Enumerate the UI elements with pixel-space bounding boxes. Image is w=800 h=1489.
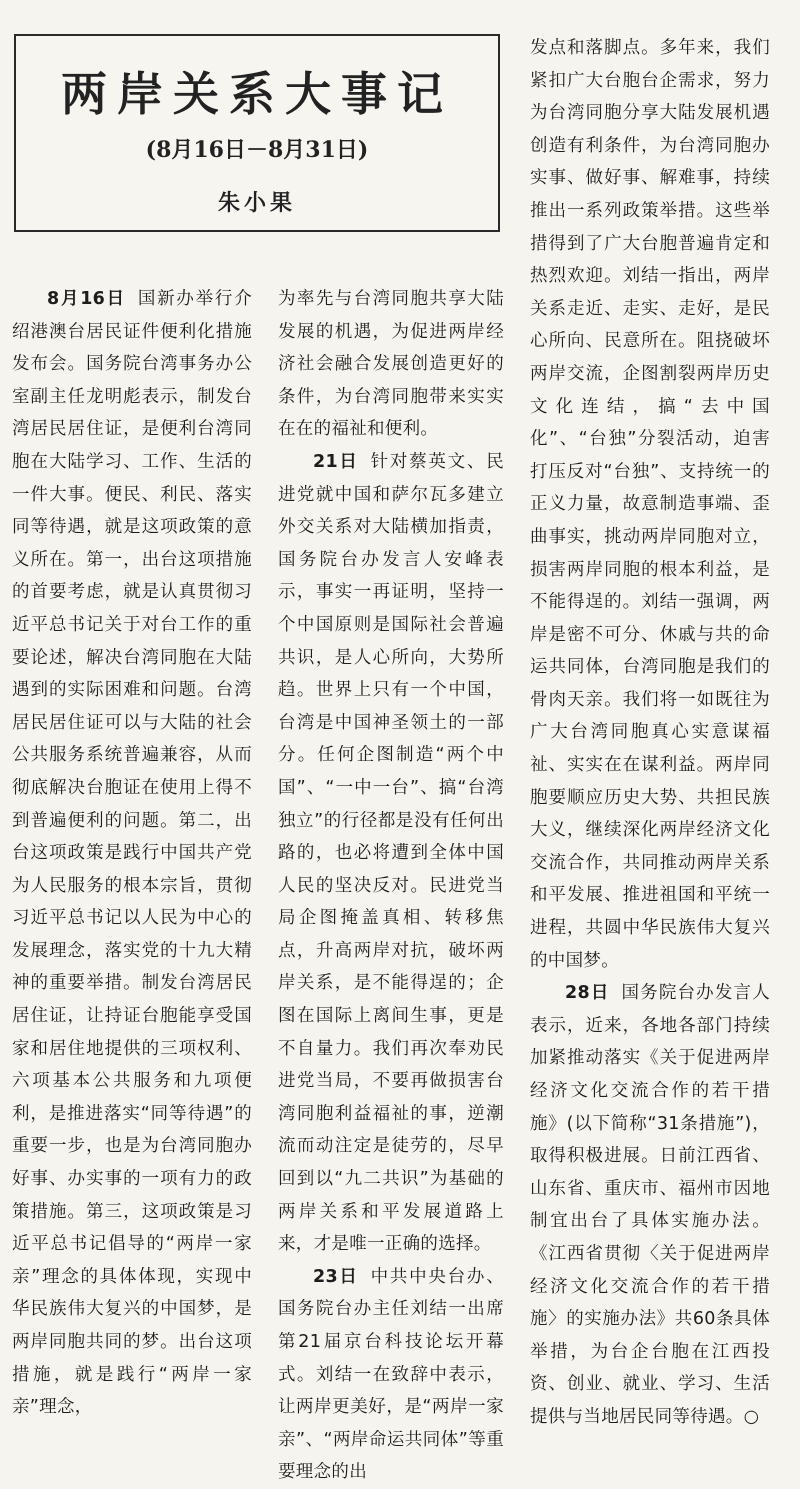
- entry-aug16-continued: 为率先与台湾同胞共享大陆发展的机遇，为促进两岸经济社会融合发展创造更好的条件，为台湾同胞带来实实在在的福祉和便利。: [278, 289, 504, 440]
- entry-date: 21日: [313, 451, 359, 472]
- entry-text: 中共中央台办、国务院台办主任刘结一出席第21届京台科技论坛开幕式。刘结一在致辞中表示，让两岸更美好，是“两岸一家亲”、“两岸命运共同体”等重要理念的出: [278, 1266, 504, 1483]
- entry-text: 国务院台办发言人表示，近来，各地各部门持续加紧推动落实《关于促进两岸经济文化交流合作的若干措施》(以下简称“31条措施”)，取得积极进展。日前江西省、山东省、重庆市、福州市因地制宜出台了具体实施办法。《江西省贯彻〈关于促进两岸经济文化交流合作的若干措施〉的实施办法》共60条具体举措，为台企台胞在江西投资、创业、就业、学习、生活提供与当地居民同等待遇。○: [530, 983, 770, 1427]
- column-2: [278, 283, 504, 1489]
- entry-text: 针对蔡英文、民进党就中国和萨尔瓦多建立外交关系对大陆横加指责，国务院台办发言人安峰表示，事实一再证明，坚持一个中国原则是国际社会普遍共识，是人心所向，大势所趋。世界上只有一个中国，台湾是中国神圣领土的一部分。任何企图制造“两个中国”、“一中一台”、搞“台湾独立”的行径都是没有任何出路的，也必将遭到全体中国人民的坚决反对。民进党当局企图掩盖真相、转移焦点，升高两岸对抗，破坏两岸关系，是不能得逞的；企图在国际上离间生事，更是不自量力。我们再次奉劝民进党当局，不要再做损害台湾同胞利益福祉的事，逆潮流而动注定是徒劳的，尽早回到以“九二共识”为基础的两岸关系和平发展道路上来，才是唯一正确的选择。: [278, 451, 504, 1255]
- entry-date: 28日: [565, 983, 610, 1004]
- entry-aug28: [530, 977, 770, 1433]
- entry-aug23-continued: 发点和落脚点。多年来，我们紧扣广大台胞台企需求，努力为台湾同胞分享大陆发展机遇创造有利条件，为台湾同胞办实事、做好事、解难事，持续推出一系列政策举措。这些举措得到了广大台胞普遍肯定和热烈欢迎。刘结一指出，两岸关系走近、走实、走好，是民心所向、民意所在。阻挠破坏两岸交流，企图割裂两岸历史文化连结，搞“去中国化”、“台独”分裂活动，迫害打压反对“台独”、支持统一的正义力量，故意制造事端、歪曲事实，挑动两岸同胞对立，损害两岸同胞的根本利益，是不能得逞的。刘结一强调，两岸是密不可分、休戚与共的命运共同体，台湾同胞是我们的骨肉天亲。我们将一如既往为广大台湾同胞真心实意谋福祉、实实在在谋利益。两岸同胞要顺应历史大势、共担民族大义，继续深化两岸经济文化交流合作，共同推动两岸关系和平发展、推进祖国和平统一进程，共圆中华民族伟大复兴的中国梦。: [530, 38, 770, 971]
- entry-date: 8月16日: [47, 289, 126, 309]
- title-box: [14, 34, 500, 232]
- entry-aug21: [278, 446, 504, 1261]
- column-3: [530, 32, 770, 1434]
- entry-aug16: [12, 283, 252, 1424]
- date-range-subtitle: (8月16日－8月31日): [145, 137, 369, 163]
- page-title: 两岸关系大事记: [61, 67, 453, 121]
- entry-aug23: [278, 1261, 504, 1489]
- column-1: [12, 283, 252, 1424]
- entry-text: 国新办举行介绍港澳台居民证件便利化措施发布会。国务院台湾事务办公室副主任龙明彪表示，制发台湾居民居住证，是便利台湾同胞在大陆学习、工作、生活的一件大事。便民、利民、落实同等待遇，就是这项政策的意义所在。第一，出台这项措施的首要考虑，就是认真贯彻习近平总书记关于对台工作的重要论述，解决台湾同胞在大陆遇到的实际困难和问题。台湾居民居住证可以与大陆的社会公共服务系统普遍兼容，从而彻底解决台胞证在使用上得不到普遍便利的问题。第二，出台这项政策是践行中国共产党为人民服务的根本宗旨，贯彻习近平总书记以人民为中心的发展理念，落实党的十九大精神的重要举措。制发台湾居民居住证，让持证台胞能享受国家和居住地提供的三项权利、六项基本公共服务和九项便利，是推进落实“同等待遇”的重要一步，也是为台湾同胞办好事、办实事的一项有力的政策措施。第三，这项政策是习近平总书记倡导的“两岸一家亲”理念的具体体现，实现中华民族伟大复兴的中国梦，是两岸同胞共同的梦。出台这项措施，就是践行“两岸一家亲”理念，: [12, 289, 252, 1418]
- author-name: 朱小果: [217, 190, 296, 216]
- entry-date: 23日: [313, 1266, 359, 1287]
